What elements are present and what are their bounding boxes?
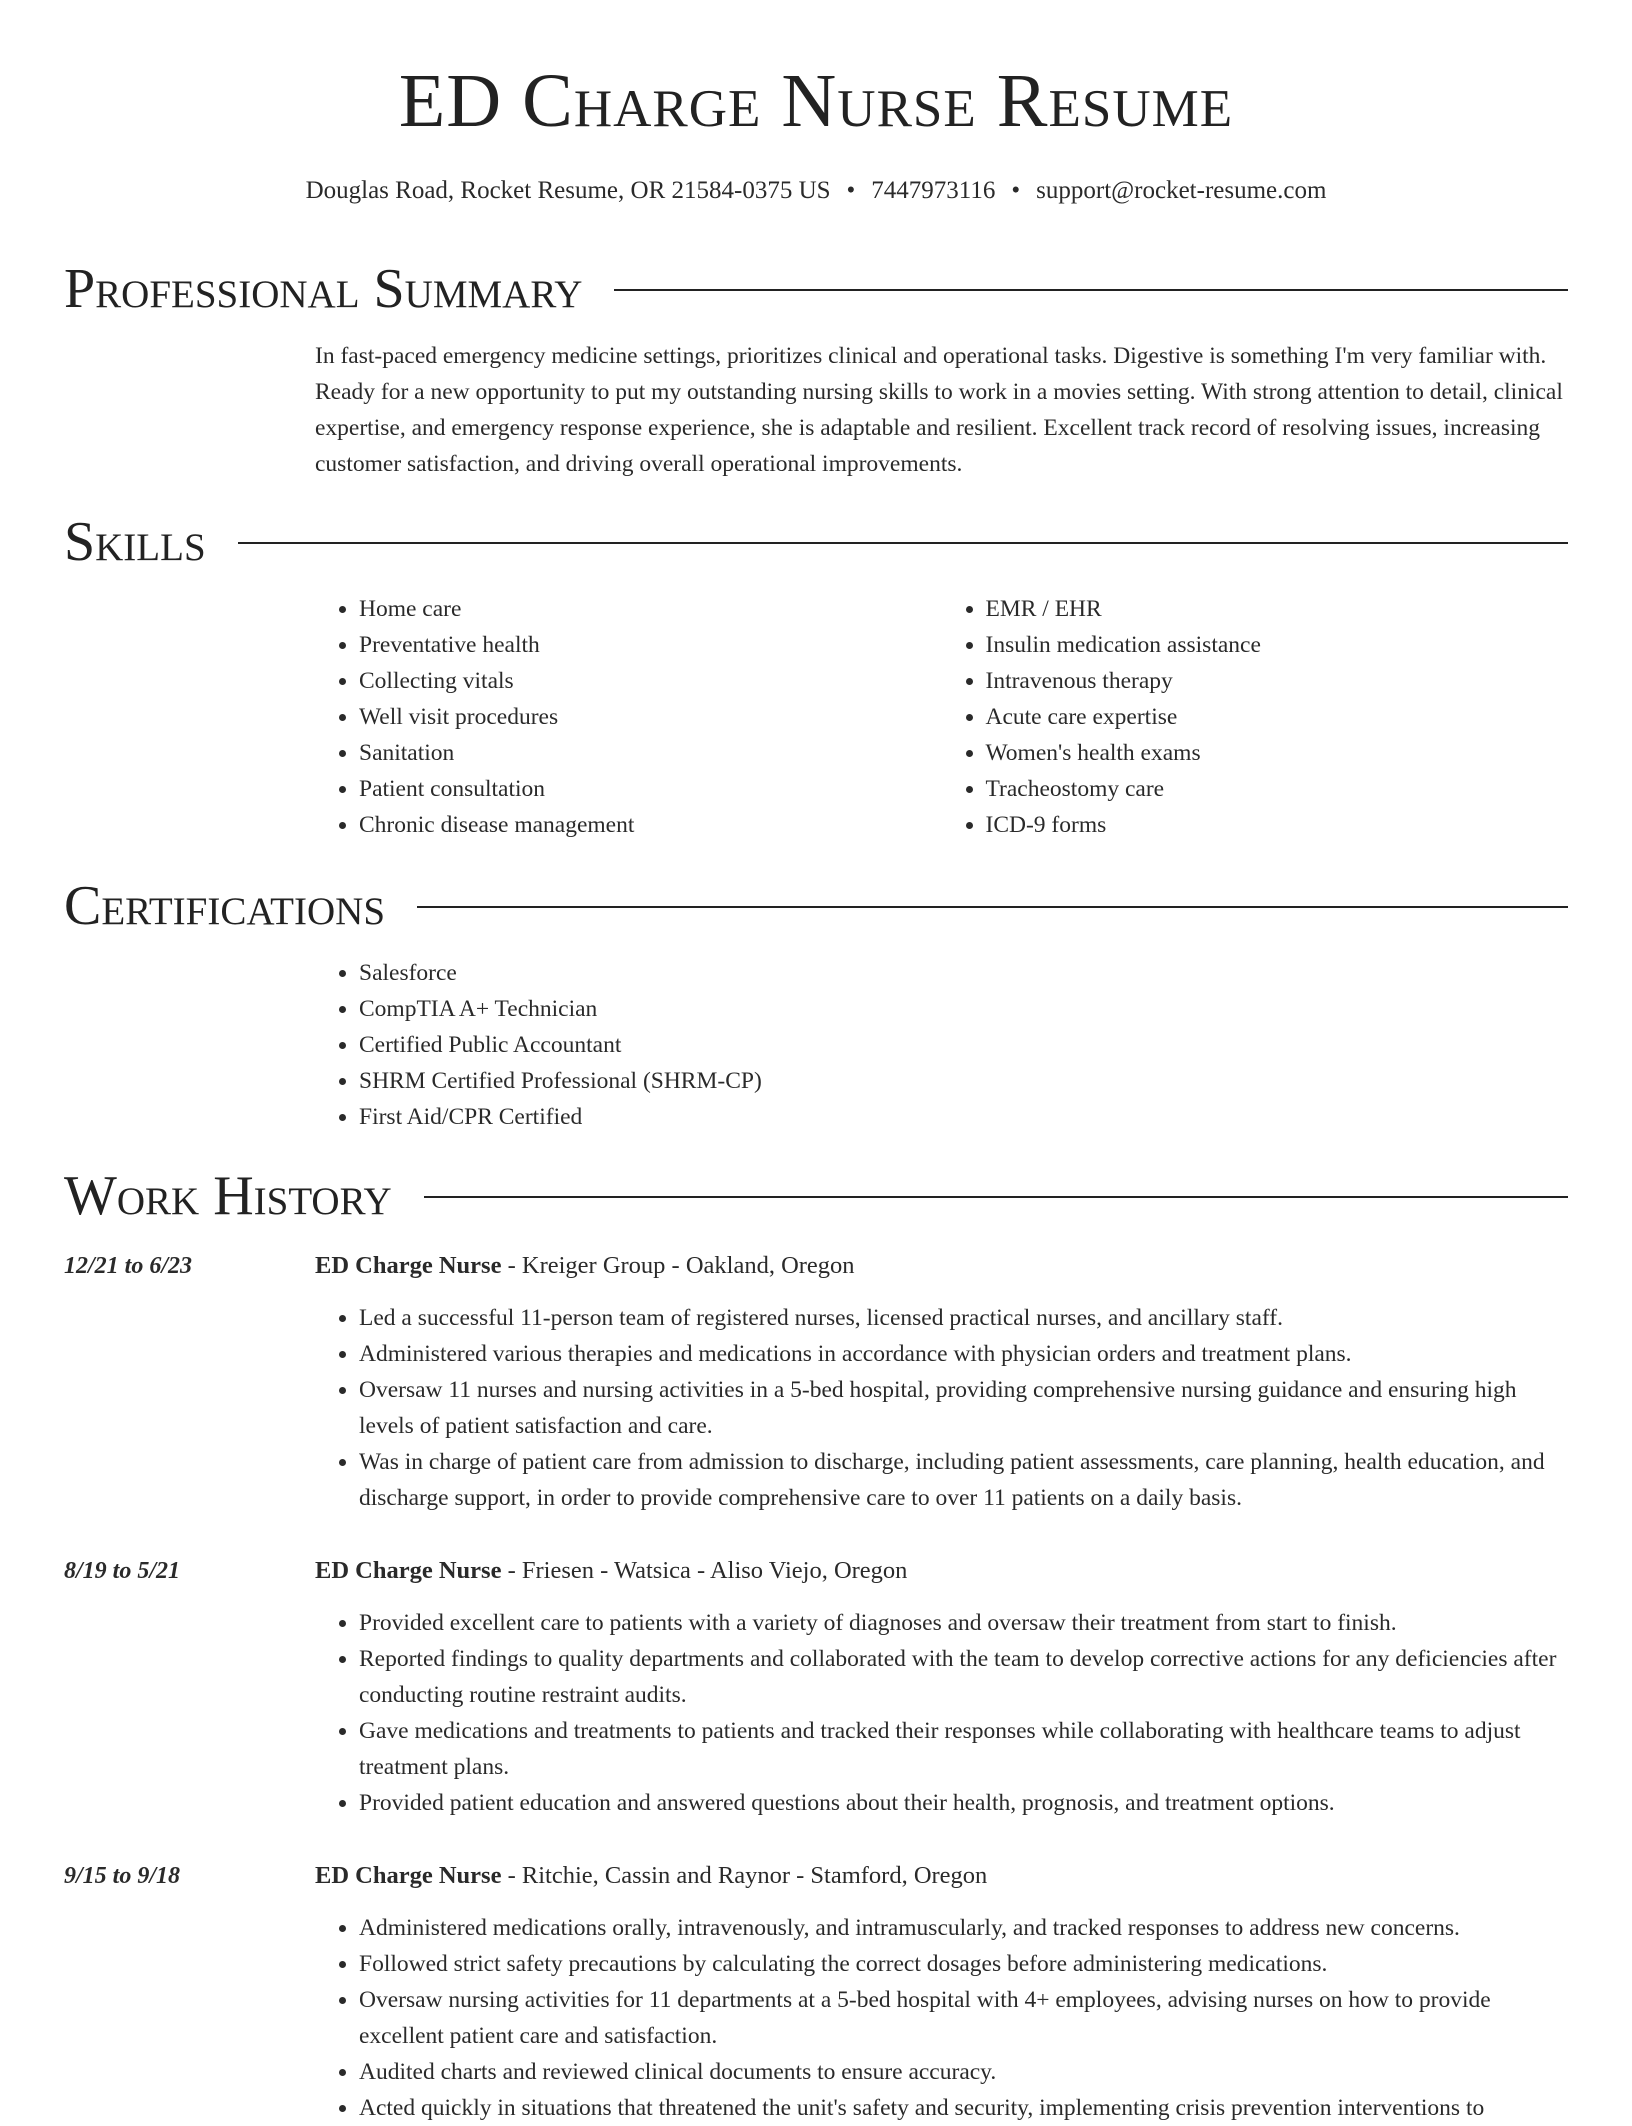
skills-column-right <box>942 591 1569 843</box>
section-divider <box>614 289 1568 291</box>
contact-line <box>0 174 1632 208</box>
job-bullet: • Followed strict safety precautions by calculating the correct dosages before administering medications. <box>359 1946 1568 1982</box>
job-bullet: • Oversaw 11 nurses and nursing activities in a 5-bed hospital, providing comprehensive nursing guidance and ensuring high levels of patient satisfaction and care. <box>359 1372 1568 1444</box>
job-bullet: • Reported findings to quality departments and collaborated with the team to develop corrective actions for any deficiencies after conducting routine restraint audits. <box>359 1641 1568 1713</box>
job-heading <box>315 1858 1568 1894</box>
skill-item: • Home care <box>359 591 942 627</box>
job-title: ED Charge Nurse <box>315 1862 502 1889</box>
job-bullet: • Provided excellent care to patients with a variety of diagnoses and oversaw their treatment from start to finish. <box>359 1605 1568 1641</box>
section-title: Professional Summary <box>64 258 583 320</box>
certification-item: • Salesforce <box>359 955 1568 991</box>
job-dates: 12/21 to 6/23 <box>64 1253 193 1279</box>
summary-section-header <box>64 254 1568 324</box>
skill-item: • Preventative health <box>359 627 942 663</box>
skill-item: • Acute care expertise <box>986 699 1569 735</box>
section-divider <box>424 1196 1568 1198</box>
resume-title: ED Charge Nurse Resume <box>398 59 1234 143</box>
job-employer: - Friesen - Watsica - Aliso Viejo, Oregon <box>501 1557 908 1584</box>
job-bullet: • Administered medications orally, intravenously, and intramuscularly, and tracked responses to address new concerns. <box>359 1910 1568 1946</box>
skill-item: • Chronic disease management <box>359 807 942 843</box>
skill-item: • Tracheostomy care <box>986 771 1569 807</box>
certifications-list <box>315 955 1568 1135</box>
section-divider <box>417 906 1568 908</box>
certifications-section-header <box>64 871 1568 941</box>
skill-item: • Intravenous therapy <box>986 663 1569 699</box>
job-heading <box>315 1248 1568 1284</box>
job-bullet: • Audited charts and reviewed clinical documents to ensure accuracy. <box>359 2054 1568 2090</box>
job-title: ED Charge Nurse <box>315 1557 502 1584</box>
skills-list <box>315 591 1568 843</box>
job-dates: 9/15 to 9/18 <box>64 1863 181 1889</box>
job-bullets <box>315 1910 1568 2126</box>
section-divider <box>238 542 1568 544</box>
contact-email: support@rocket-resume.com <box>1036 177 1327 204</box>
job-bullet: • Gave medications and treatments to patients and tracked their responses while collaborating with healthcare teams to adjust treatment plans. <box>359 1713 1568 1785</box>
skill-item: • EMR / EHR <box>986 591 1569 627</box>
certification-item: • First Aid/CPR Certified <box>359 1099 1568 1135</box>
skill-item: • Well visit procedures <box>359 699 942 735</box>
section-title: Skills <box>64 511 206 573</box>
contact-separator: • <box>846 177 856 204</box>
contact-phone: 7447973116 <box>871 177 996 204</box>
summary-text: In fast-paced emergency medicine settings, prioritizes clinical and operational tasks. Digestive is something I'm very familiar with. Ready for a new opportunity to put my outstanding nursing skills to work in a movies setting. With strong attention to detail, clinical expertise, and emergency response experience, she is adaptable and resilient. Excellent track record of resolving issues, increasing customer satisfaction, and driving overall operational improvements. <box>315 343 1563 477</box>
skill-item: • Insulin medication assistance <box>986 627 1569 663</box>
section-title: Certifications <box>64 875 386 937</box>
certification-item: • CompTIA A+ Technician <box>359 991 1568 1027</box>
job-bullet: • Acted quickly in situations that threatened the unit's safety and security, implementing crisis prevention interventions to <box>359 2090 1568 2126</box>
work-history-section-header <box>64 1161 1568 1231</box>
job-employer: - Kreiger Group - Oakland, Oregon <box>501 1252 855 1279</box>
summary-text-block <box>315 338 1568 482</box>
section-title: Work History <box>64 1165 392 1227</box>
skill-item: • Sanitation <box>359 735 942 771</box>
job-bullet: • Was in charge of patient care from admission to discharge, including patient assessments, care planning, health education, and discharge support, in order to provide comprehensive care to over 11 patients on a daily basis. <box>359 1444 1568 1516</box>
skill-item: • Collecting vitals <box>359 663 942 699</box>
job-bullet: • Administered various therapies and medications in accordance with physician orders and treatment plans. <box>359 1336 1568 1372</box>
job-employer: - Ritchie, Cassin and Raynor - Stamford, Oregon <box>501 1862 988 1889</box>
contact-separator: • <box>1011 177 1021 204</box>
job-bullets <box>315 1605 1568 1821</box>
job-bullet: • Led a successful 11-person team of registered nurses, licensed practical nurses, and ancillary staff. <box>359 1300 1568 1336</box>
certification-item: • SHRM Certified Professional (SHRM-CP) <box>359 1063 1568 1099</box>
job-bullet: • Oversaw nursing activities for 11 departments at a 5-bed hospital with 4+ employees, advising nurses on how to provide excellent patient care and satisfaction. <box>359 1982 1568 2054</box>
skill-item: • Women's health exams <box>986 735 1569 771</box>
certification-item: • Certified Public Accountant <box>359 1027 1568 1063</box>
contact-address: Douglas Road, Rocket Resume, OR 21584-0375 US <box>305 177 831 204</box>
skill-item: • Patient consultation <box>359 771 942 807</box>
skill-item: • ICD-9 forms <box>986 807 1569 843</box>
job-title: ED Charge Nurse <box>315 1252 502 1279</box>
skills-section-header <box>64 507 1568 577</box>
job-heading <box>315 1553 1568 1589</box>
job-bullets <box>315 1300 1568 1516</box>
job-dates: 8/19 to 5/21 <box>64 1558 181 1584</box>
skills-column-left <box>315 591 942 843</box>
job-bullet: • Provided patient education and answered questions about their health, prognosis, and treatment options. <box>359 1785 1568 1821</box>
